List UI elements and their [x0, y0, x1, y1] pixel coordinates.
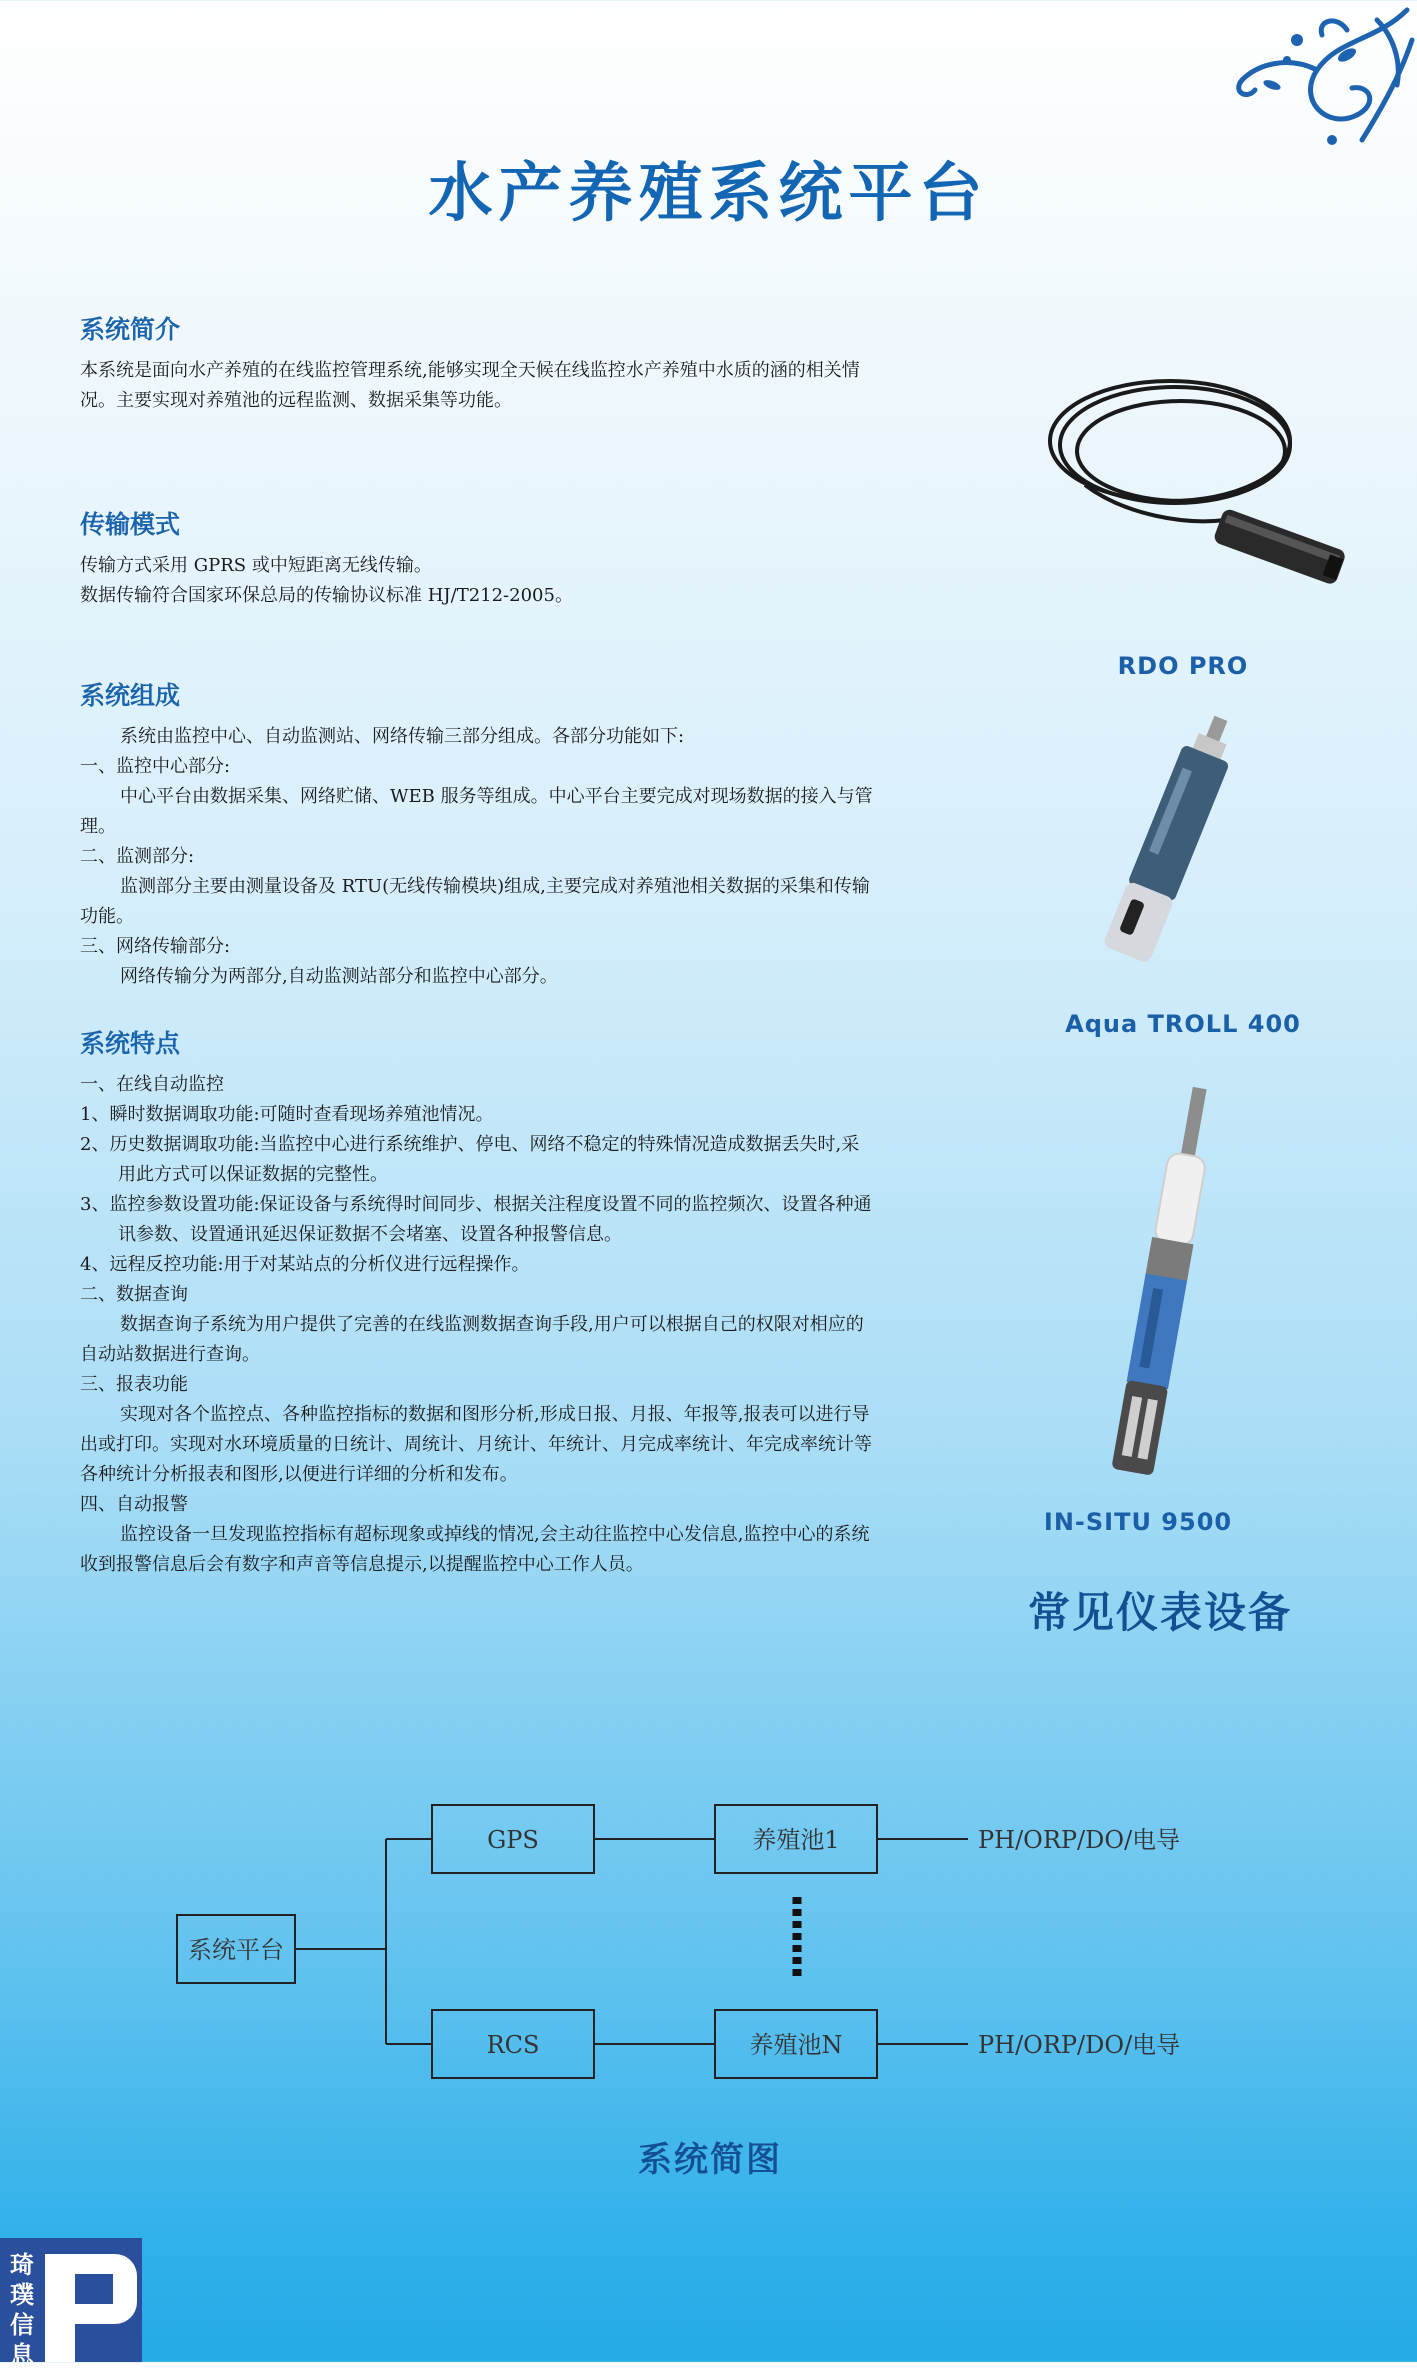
devices-title: 常见仪表设备 [1027, 1588, 1292, 1637]
aqua-troll-400-sensor-image [1085, 710, 1265, 975]
intro-heading: 系统简介 [80, 315, 181, 344]
diagram-root-label: 系统平台 [188, 1936, 284, 1964]
section-features [80, 1024, 875, 1580]
transmission-line-1: 传输方式采用 GPRS 或中短距离无线传输。 [80, 555, 432, 576]
feature-item: 2、历史数据调取功能:当监控中心进行系统维护、停电、网络不稳定的特殊情况造成数据丢失时,采用此方式可以保证数据的完整性。 [80, 1134, 860, 1185]
diagram-gps-label: GPS [487, 1826, 539, 1854]
device-label-rdo-pro: RDO PRO [1117, 652, 1249, 680]
diagram-bottom-params-label: PH/ORP/DO/电导 [978, 2031, 1181, 2059]
transmission-heading: 传输模式 [80, 510, 181, 539]
diagram-rcs-label: RCS [486, 2031, 540, 2059]
section-composition [80, 676, 875, 992]
composition-heading: 系统组成 [80, 681, 181, 710]
diagram-title: 系统简图 [638, 2140, 782, 2180]
diagram-top-params-label: PH/ORP/DO/电导 [978, 1826, 1181, 1854]
composition-part2-title: 二、监测部分: [80, 846, 195, 867]
composition-part2-text: 监测部分主要由测量设备及 RTU(无线传输模块)组成,主要完成对养殖池相关数据的采集和传输功能。 [80, 876, 870, 927]
page-title: 水产养殖系统平台 [428, 157, 989, 231]
composition-part3-text: 网络传输分为两部分,自动监测站部分和监控中心部分。 [120, 966, 558, 987]
transmission-line-2: 数据传输符合国家环保总局的传输协议标准 HJ/T212-2005。 [80, 585, 573, 606]
device-label-in-situ-9500: IN-SITU 9500 [1043, 1508, 1233, 1536]
feature-item: 1、瞬时数据调取功能:可随时查看现场养殖池情况。 [80, 1104, 494, 1125]
diagram-pooln-label: 养殖池N [749, 2031, 843, 2059]
composition-intro: 系统由监控中心、自动监测站、网络传输三部分组成。各部分功能如下: [120, 726, 685, 747]
features-group1-title: 一、在线自动监控 [80, 1074, 224, 1095]
composition-part3-title: 三、网络传输部分: [80, 936, 231, 957]
features-group3-title: 三、报表功能 [80, 1374, 188, 1395]
section-transmission [80, 505, 875, 611]
feature-item: 4、远程反控功能:用于对某站点的分析仪进行远程操作。 [80, 1254, 530, 1275]
decorative-swirl-icon [1147, 0, 1417, 160]
features-group4-title: 四、自动报警 [80, 1494, 188, 1515]
device-label-aqua-troll-400: Aqua TROLL 400 [1065, 1010, 1301, 1038]
logo-text: 琦璞信息 [10, 2251, 34, 2369]
logo-p-icon [45, 2254, 137, 2362]
diagram-pool1-label: 养殖池1 [752, 1826, 840, 1854]
features-group3-text: 实现对各个监控点、各种监控指标的数据和图形分析,形成日报、月报、年报等,报表可以进行导出或打印。实现对水环境质量的日统计、周统计、月统计、年统计、月完成率统计、年完成率统计等各种统计分析报表和图形,以便进行详细的分析和发布。 [80, 1404, 872, 1485]
section-intro [80, 310, 875, 416]
in-situ-9500-sensor-image [1080, 1085, 1250, 1485]
features-group4-text: 监控设备一旦发现监控指标有超标现象或掉线的情况,会主动往监控中心发信息,监控中心的系统收到报警信息后会有数字和声音等信息提示,以提醒监控中心工作人员。 [80, 1524, 870, 1575]
feature-item: 3、监控参数设置功能:保证设备与系统得时间同步、根据关注程度设置不同的监控频次、设置各种通讯参数、设置通讯延迟保证数据不会堵塞、设置各种报警信息。 [80, 1194, 872, 1245]
intro-text: 本系统是面向水产养殖的在线监控管理系统,能够实现全天候在线监控水产养殖中水质的涵的相关情况。主要实现对养殖池的远程监测、数据采集等功能。 [80, 360, 860, 411]
features-group2-title: 二、数据查询 [80, 1284, 188, 1305]
rdo-pro-sensor-image [1045, 375, 1345, 590]
composition-part1-text: 中心平台由数据采集、网络贮储、WEB 服务等组成。中心平台主要完成对现场数据的接入与管理。 [80, 786, 873, 837]
composition-part1-title: 一、监控中心部分: [80, 756, 231, 777]
features-group2-text: 数据查询子系统为用户提供了完善的在线监测数据查询手段,用户可以根据自己的权限对相应的自动站数据进行查询。 [80, 1314, 864, 1365]
features-heading: 系统特点 [80, 1029, 181, 1058]
system-diagram [0, 1780, 1417, 2110]
